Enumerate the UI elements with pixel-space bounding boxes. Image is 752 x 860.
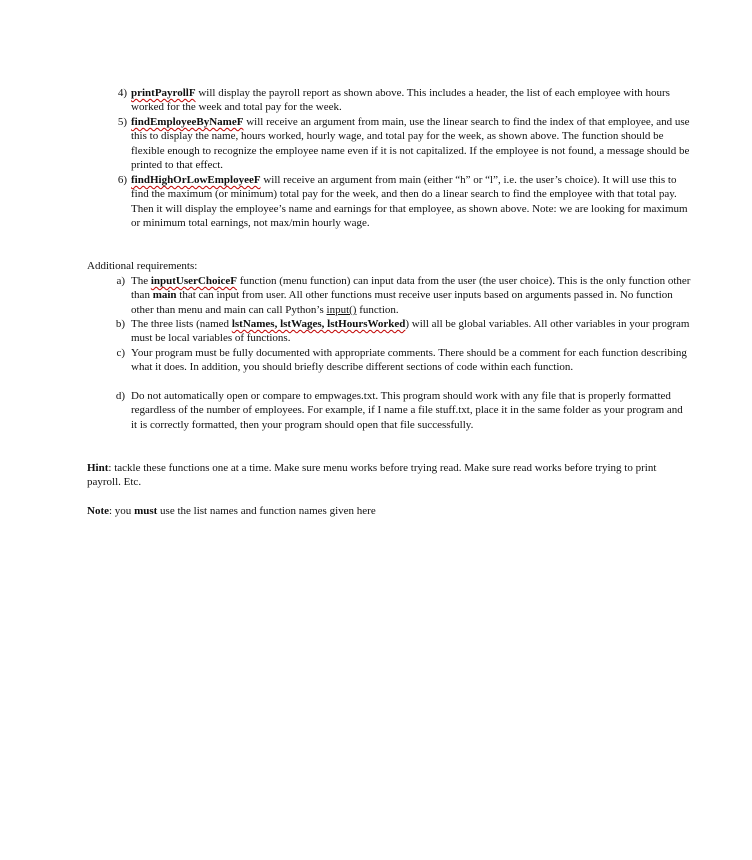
note-paragraph: [87, 504, 687, 518]
hint-label: Hint: [87, 462, 109, 474]
input-function-reference: input(): [326, 303, 357, 316]
requirement-c: [116, 346, 691, 375]
item-text: Do not automatically open or compare to empwages.txt. This program should work with any file that is properly formatted regardless of the number of employees. For example, if I name a file stuff.txt, place it in the same folder as your program and it is correctly formatted, then your program should open that file successfully.: [131, 390, 683, 431]
text-run: ) will all be global variables. All other variables in your program must be local variables of functions.: [131, 318, 690, 345]
item-text: Your program must be fully documented with appropriate comments. There should be a comment for each function describing what it does. In addition, you should briefly describe different sections of code within each function.: [131, 347, 687, 374]
hint-text: : tackle these functions one at a time. Make sure menu works before trying read. Make sure read works before trying to print payroll. Etc.: [87, 462, 657, 489]
item-text: [131, 86, 691, 115]
item-text: [131, 274, 691, 317]
item-description: will display the payroll report as shown above. This includes a header, the list of each employee with hours worked for the week and total pay for the week.: [131, 87, 670, 114]
requirement-a: [116, 274, 691, 317]
text-run: The: [131, 275, 151, 287]
function-name: findEmployeeByNameF: [131, 116, 244, 128]
note-text-end: use the list names and function names given here: [157, 505, 376, 517]
function-name: findHighOrLowEmployeeF: [131, 174, 261, 186]
additional-requirements-heading: Additional requirements:: [87, 260, 198, 272]
item-description: will receive an argument from main (either “h” or “l”, i.e. the user’s choice). It will use this to find the maximum (or minimum) total pay for the week, and then do a linear search to find the employee with that total pay. Then it will display the employee’s name and earnings for that employee, as shown above. Note: we are looking for maximum or minimum total earnings, not max/min hourly wage.: [131, 174, 688, 230]
text-run: that can input from user. All other functions must receive user inputs based on arguments passed in. No function other than menu and main can call Python’s: [131, 289, 673, 316]
item-number: 5): [117, 116, 127, 128]
requirement-b: [115, 317, 691, 346]
text-run: function.: [356, 303, 399, 316]
item-text: [131, 173, 691, 231]
function-name: inputUserChoiceF: [150, 275, 238, 287]
item-letter: b): [115, 318, 125, 330]
item-number: 6): [117, 174, 127, 186]
item-letter: c): [116, 347, 125, 359]
item-letter: a): [116, 275, 125, 287]
text-run: The three lists (named: [131, 318, 232, 330]
item-number: 4): [117, 87, 127, 99]
numbered-item-5: [117, 115, 691, 173]
numbered-item-6: [117, 173, 691, 231]
list-names: lstNames, lstWages, lstHoursWorked: [231, 318, 406, 330]
must-emphasis: must: [134, 505, 158, 517]
main-keyword: main: [152, 289, 177, 302]
text-run: function (menu function) can input data from the user (the user choice). This is the only function other than: [131, 275, 691, 302]
requirement-d: [115, 389, 691, 432]
item-text: [131, 317, 691, 346]
hint-paragraph: [87, 461, 687, 490]
numbered-item-4: [117, 86, 691, 115]
item-text: [131, 115, 691, 173]
note-label: Note: [87, 505, 109, 517]
item-description: will receive an argument from main, use the linear search to find the index of that employee, and use this to display the name, hours worked, hourly wage, and total pay for the week, as shown above. The function should be flexible enough to recognize the employee name even if it is not capitalized. If the employee is not found, a message should be printed to that effect.: [131, 116, 690, 172]
note-text: : you: [109, 505, 135, 517]
function-name: printPayrollF: [131, 87, 196, 99]
item-letter: d): [115, 390, 125, 402]
